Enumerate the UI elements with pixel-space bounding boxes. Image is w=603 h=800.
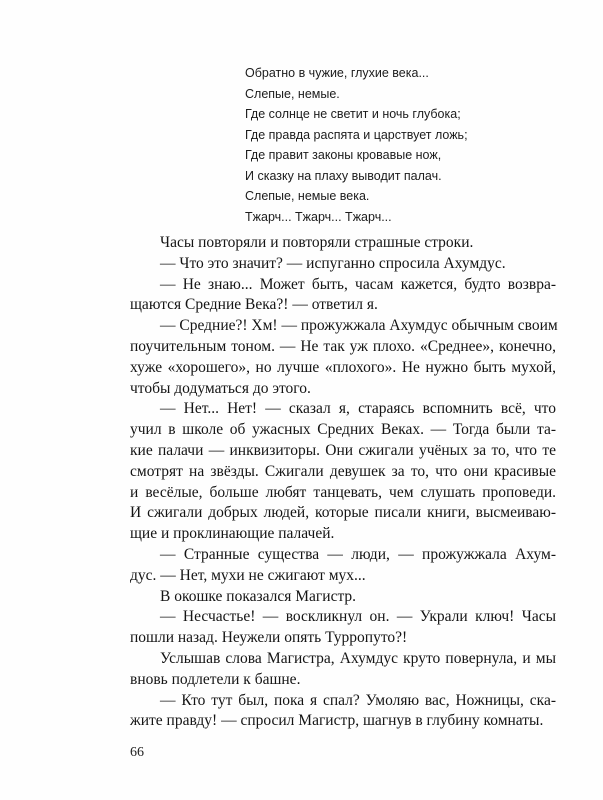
poem-line: Где правит законы кровавые нож, [245,148,442,162]
prose-line: — Средние?! Хм! — прожужжала Ахумдус обычным своим [160,317,558,335]
poem-line: Где солнце не светит и ночь глубока; [245,107,461,121]
poem-line: Слепые, немые. [245,86,340,101]
prose-line: — Странные существа — люди, — прожужжала Ахум- [160,545,556,563]
prose-line: — Не знаю... Может быть, часам кажется, будто возвра- [160,275,556,293]
poem-stanza [245,63,565,227]
poem-line: Слепые, немые века. [245,189,370,203]
prose-line: щаются Средние Века?! — ответил я. [130,296,378,314]
poem-line: Где правда распята и царствует ложь; [245,127,468,142]
prose-line: пошли назад. Неужели опять Турропуто?! [130,629,408,647]
prose-line: — Кто тут был, пока я спал? Умоляю вас, Ножницы, ска- [160,691,556,709]
prose-line: — Нет... Нет! — сказал я, стараясь вспомнить всё, что [160,400,556,418]
poem-line: Тжарч... Тжарч... Тжарч... [245,209,392,224]
prose-line: учил в школе об ужасных Средних Веках. — Тогда были та- [130,421,556,439]
prose-line: кие палачи — инквизиторы. Они сжигали учёных за то, что те [130,441,556,459]
prose-body [130,233,556,732]
prose-line: И сжигали добрых людей, которые писали книги, высмеиваю- [130,504,556,522]
poem-line: И сказку на плаху выводит палач. [245,168,442,183]
prose-line: жите правду! — спросил Магистр, шагнув в глубину комнаты. [130,712,544,730]
prose-line: — Несчастье! — воскликнул он. — Украли ключ! Часы [160,608,556,626]
prose-line: Часы повторяли и повторяли страшные строки. [160,234,474,251]
prose-line: — Что это значит? — испуганно спросила Ахумдус. [160,254,506,272]
prose-line: смотрят на звёзды. Сжигали девушек за то, что они красивые [130,462,556,480]
page-number: 66 [130,745,144,760]
prose-line: и весёлые, больше любят танцевать, чем слушать проповеди. [130,483,556,501]
prose-line: вновь подлетели к башне. [130,670,301,688]
prose-line: щие и проклинающие палачей. [130,525,335,543]
prose-line: поучительным тоном. — Не так уж плохо. «Среднее», конечно, [130,337,556,355]
prose-line: Услышав слова Магистра, Ахумдус круто повернула, и мы [160,649,556,667]
poem-line: Обратно в чужие, глухие века... [245,66,429,80]
prose-line: чтобы додуматься до этого. [130,379,311,397]
prose-line: В окошке показался Магистр. [160,587,357,605]
prose-line: хуже «хорошего», но лучше «плохого». Не нужно быть мухой, [130,358,556,376]
prose-line: дус. — Нет, мухи не сжигают мух... [130,566,366,584]
